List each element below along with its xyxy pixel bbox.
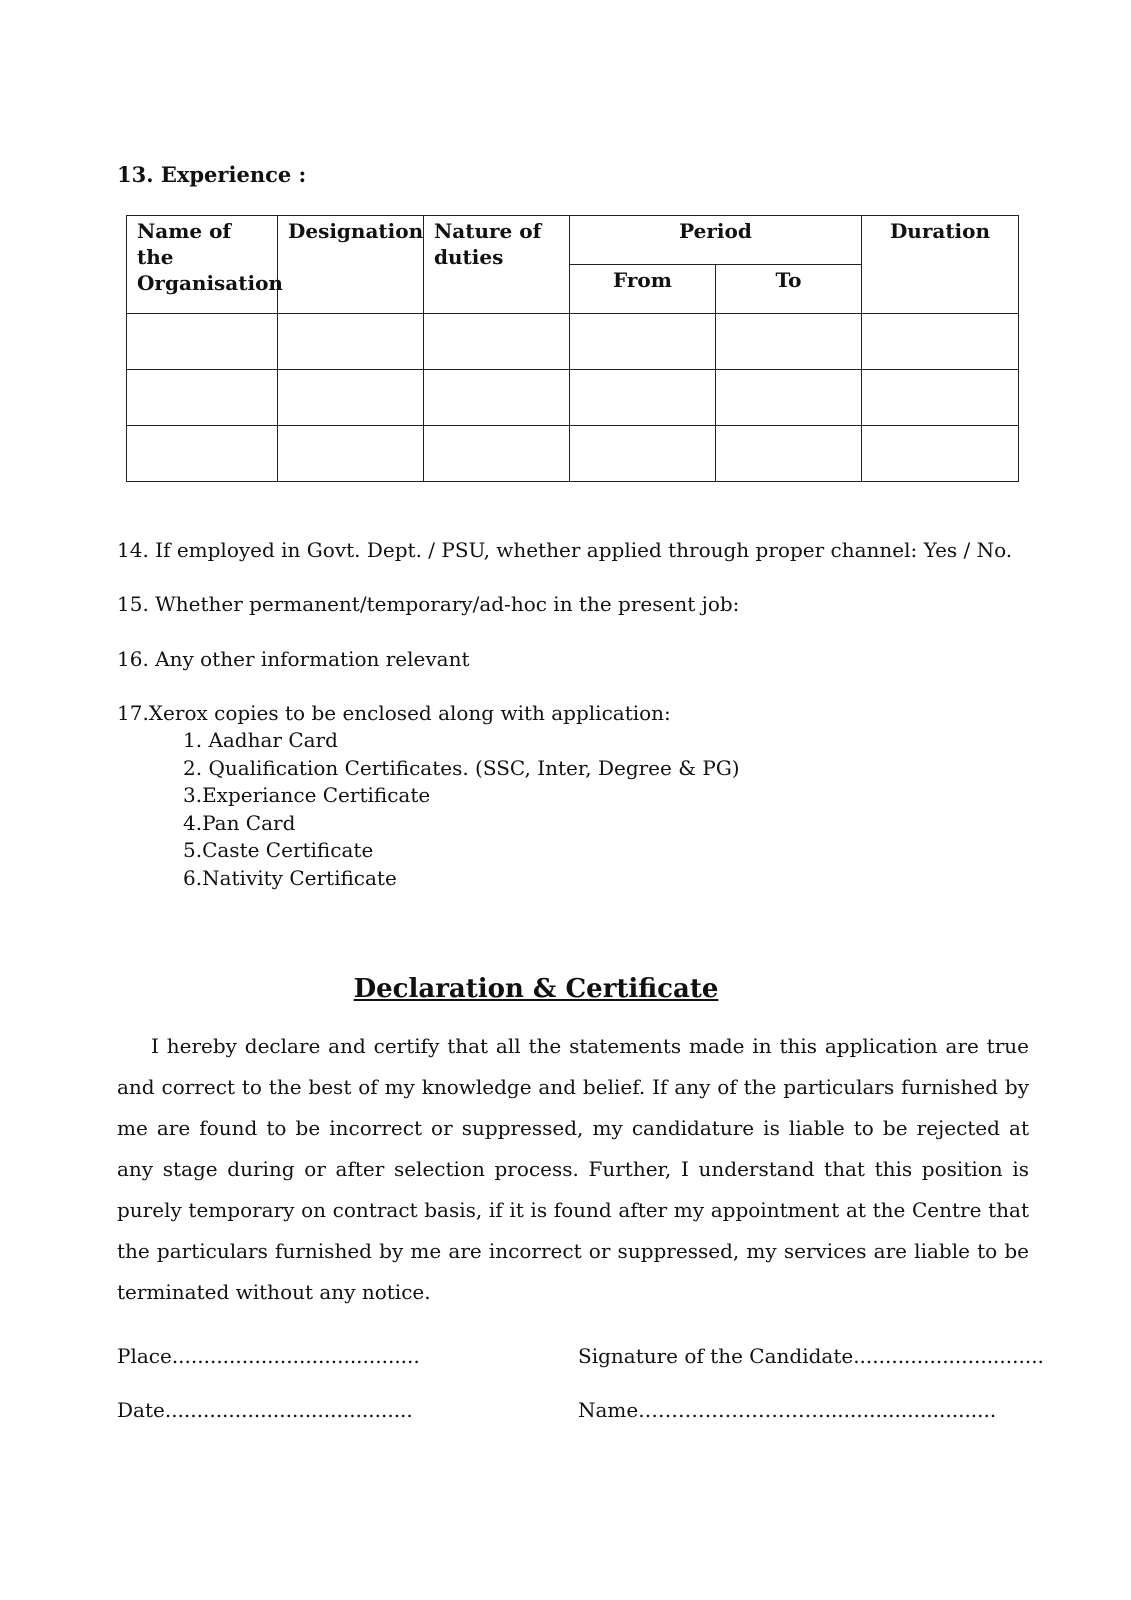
table-cell[interactable] bbox=[716, 314, 862, 370]
table-cell[interactable] bbox=[862, 314, 1019, 370]
table-cell[interactable] bbox=[127, 370, 278, 426]
enclosure-list bbox=[183, 727, 740, 892]
list-item: 6.Nativity Certificate bbox=[183, 865, 397, 890]
experience-table bbox=[126, 215, 1019, 482]
list-item: 5.Caste Certificate bbox=[183, 838, 374, 862]
col-duties-header: Nature of duties bbox=[424, 216, 570, 314]
table-cell[interactable] bbox=[716, 370, 862, 426]
signature-field[interactable]: Signature of the Candidate.............................. bbox=[578, 1344, 1044, 1368]
list-item: 2. Qualification Certificates. (SSC, Inter, Degree & PG) bbox=[183, 755, 740, 780]
table-cell[interactable] bbox=[716, 426, 862, 482]
table-cell[interactable] bbox=[570, 370, 716, 426]
name-field[interactable]: Name.………………………........................... bbox=[578, 1398, 997, 1422]
date-field[interactable]: Date....................................... bbox=[117, 1398, 413, 1422]
table-row bbox=[127, 370, 1019, 426]
question-17: 17.Xerox copies to be enclosed along with application: bbox=[117, 701, 671, 725]
declaration-title: Declaration & Certificate bbox=[353, 974, 719, 1004]
table-row bbox=[127, 426, 1019, 482]
list-item: 1. Aadhar Card bbox=[183, 728, 338, 752]
table-row bbox=[127, 314, 1019, 370]
table-cell[interactable] bbox=[424, 314, 570, 370]
question-15: 15. Whether permanent/temporary/ad-hoc in the present job: bbox=[117, 592, 740, 616]
col-to-header: To bbox=[716, 265, 862, 314]
col-organisation-header: Name of the Organisation bbox=[127, 216, 278, 314]
col-duration-header: Duration bbox=[862, 216, 1019, 314]
table-cell[interactable] bbox=[278, 314, 424, 370]
list-item: 4.Pan Card bbox=[183, 810, 296, 835]
table-cell[interactable] bbox=[127, 314, 278, 370]
question-14: 14. If employed in Govt. Dept. / PSU, whether applied through proper channel: Yes / No. bbox=[117, 538, 1013, 562]
col-designation-header: Designation bbox=[278, 216, 424, 314]
place-field[interactable]: Place....................................... bbox=[117, 1344, 420, 1368]
list-item: 3.Experiance Certificate bbox=[183, 783, 431, 807]
table-cell[interactable] bbox=[424, 426, 570, 482]
section-13-heading: 13. Experience : bbox=[117, 162, 307, 187]
table-cell[interactable] bbox=[862, 426, 1019, 482]
table-cell[interactable] bbox=[424, 370, 570, 426]
col-from-header: From bbox=[570, 265, 716, 314]
table-cell[interactable] bbox=[127, 426, 278, 482]
table-cell[interactable] bbox=[570, 314, 716, 370]
col-period-header: Period bbox=[570, 216, 862, 265]
table-cell[interactable] bbox=[278, 426, 424, 482]
table-cell[interactable] bbox=[862, 370, 1019, 426]
table-cell[interactable] bbox=[278, 370, 424, 426]
question-16: 16. Any other information relevant bbox=[117, 647, 470, 671]
table-cell[interactable] bbox=[570, 426, 716, 482]
declaration-body: I hereby declare and certify that all the statements made in this application are true and correct to the best of my knowledge and belief. If any of the particulars furnished by me are found to be incorrect or suppressed, my candidature is liable to be rejected at any stage during or after selection process. Further, I understand that this position is purely temporary on contract basis, if it is found after my appointment at the Centre that the particulars furnished by me are incorrect or suppressed, my services are liable to be terminated without any notice. bbox=[117, 1034, 1029, 1304]
